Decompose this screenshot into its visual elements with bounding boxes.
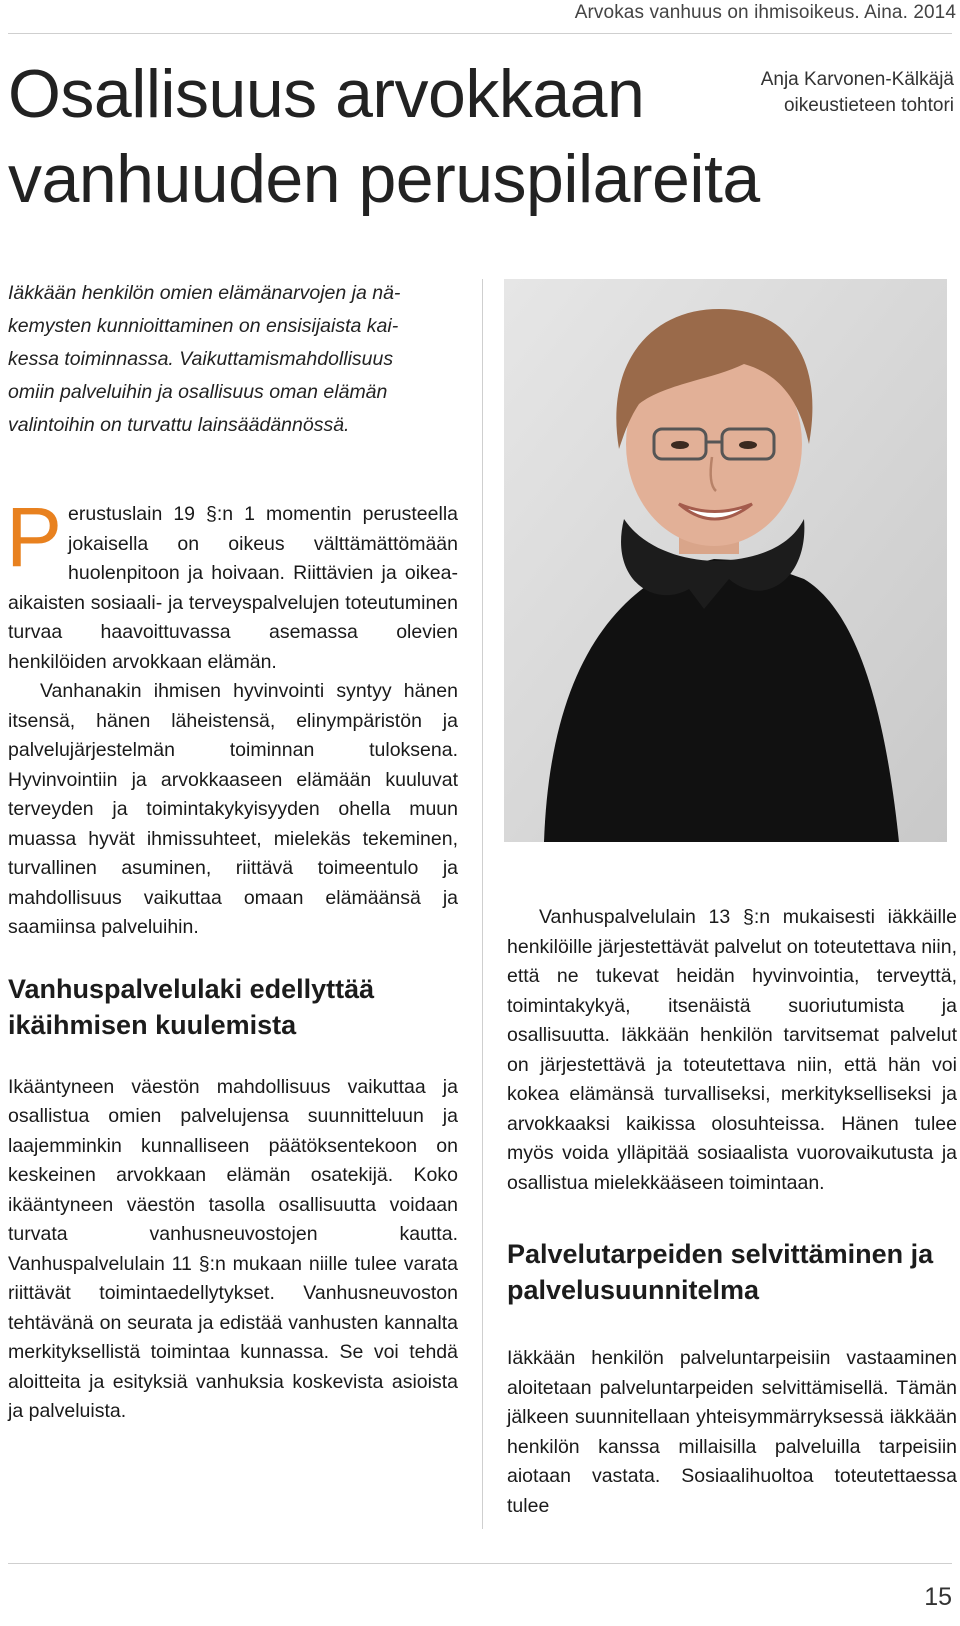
body-paragraph-5: Iäkkään henkilön palveluntarpeisiin vastaaminen aloitetaan palveluntarpeiden selvittämisellä. Tämän jälkeen suunnitellaan yhteisymmärryksessä iäkkään henkilön kanssa millaisilla palveluilla tarpeisiin aiotaan vastata. Sosiaalihuoltoa toteutettaessa tulee [507, 1347, 957, 1517]
body-paragraph-3: Ikääntyneen väestön mahdollisuus vaikuttaa ja osallistua omien palvelujensa suunnitteluun ja laajemminkin kunnalliseen päätöksentekoon on keskeinen arvokkaan elämän osatekijä. Koko ikääntyneen väestön tasolla osallisuutta voidaan turvata vanhusneuvostojen kautta. Vanhuspalvelulain 11 §:n mukaan niille tulee varata riittävät toimintaedellytykset. Vanhusneuvoston tehtävänä on seurata ja edistää vanhusten kannalta merkityksellistä toimintaa kunnassa. Se voi tehdä aloitteita ja esityksiä vanhuksia koskevista asioista ja palveluista. [8, 1075, 458, 1422]
header-rule [8, 33, 952, 34]
title-line-1: Osallisuus arvokkaan [8, 56, 645, 132]
footer-rule [8, 1563, 952, 1564]
author-portrait-photo [504, 279, 947, 842]
body-paragraph-2: Vanhanakin ihmisen hyvinvointi syntyy hänen itsensä, hänen läheistensä, elinympäristön ja palvelujärjestelmän toiminnan tuloksena. Hyvinvointiin ja arvokkaaseen elämään kuuluvat terveyden ja toimintakykyisyyden ohella muun muassa hyvät ihmissuhteet, mielekäs tekeminen, turvallinen asuminen, riittävä toimeentulo ja mahdollisuus vaikuttaa omaan elämäänsä ja saamiinsa palveluihin. [8, 680, 458, 938]
subheading-2: Palvelutarpeiden selvittäminen ja palvelusuunnitelma [507, 1239, 934, 1305]
lead-line: kemysten kunnioittaminen on ensisijaista kai- [8, 315, 399, 337]
article-title [8, 52, 760, 222]
lead-line: valintoihin on turvattu lainsäädännössä. [8, 414, 350, 436]
author-title: oikeustieteen tohtori [783, 95, 954, 116]
body-paragraph-1 [6, 490, 458, 677]
column-divider [482, 279, 483, 1529]
subheading-1: Vanhuspalvelulaki edellyttää ikäihmisen kuulemista [8, 973, 375, 1040]
lead-line: omiin palveluihin ja osallisuus oman elämän [8, 381, 388, 403]
author-block [761, 67, 954, 119]
running-header: Arvokas vanhuus on ihmisoikeus. Aina. 2014 [574, 2, 956, 23]
page-number: 15 [924, 1583, 952, 1611]
lead-line: Iäkkään henkilön omien elämänarvojen ja nä- [8, 282, 401, 304]
left-column [6, 490, 458, 1427]
drop-cap: P [6, 490, 63, 584]
body-paragraph-4: Vanhuspalvelulain 13 §:n mukaisesti iäkkäille henkilöille järjestettävät palvelut on toteutettava niin, että ne tukevat heidän hyvinvointia, terveyttä, toimintakykyä, itsenäistä suoriutumista ja osallisuutta. Iäkkään henkilön tarvitsemat palvelut on järjestettävä ja toteutettava niin, että hän voi kokea elämänsä turvalliseksi, merkitykselliseksi ja arvokkaaksi kaikissa olosuhteissa. Hänen tulee myös voida ylläpitää sosiaalista vuorovaikutusta ja osallistua mielekkääseen toimintaan. [507, 906, 957, 1194]
title-line-2: vanhuuden peruspilareita [8, 141, 760, 217]
lead-line: kessa toiminnassa. Vaikuttamismahdollisuus [8, 348, 394, 370]
paragraph-text: erustuslain 19 §:n 1 momentin perusteella jokaisella on oikeus välttämättömään huolenpitoon ja hoivaan. Riittävien ja oikea-aikaisten sosiaali- ja terveyspalvelujen toteutuminen turvaa haavoittuvassa asemassa olevien henkilöiden arvokkaan elämän. [8, 503, 458, 673]
right-column [507, 903, 957, 1521]
portrait-illustration [504, 279, 947, 842]
lead-paragraph [8, 277, 458, 442]
author-name: Anja Karvonen-Kälkäjä [760, 69, 954, 90]
